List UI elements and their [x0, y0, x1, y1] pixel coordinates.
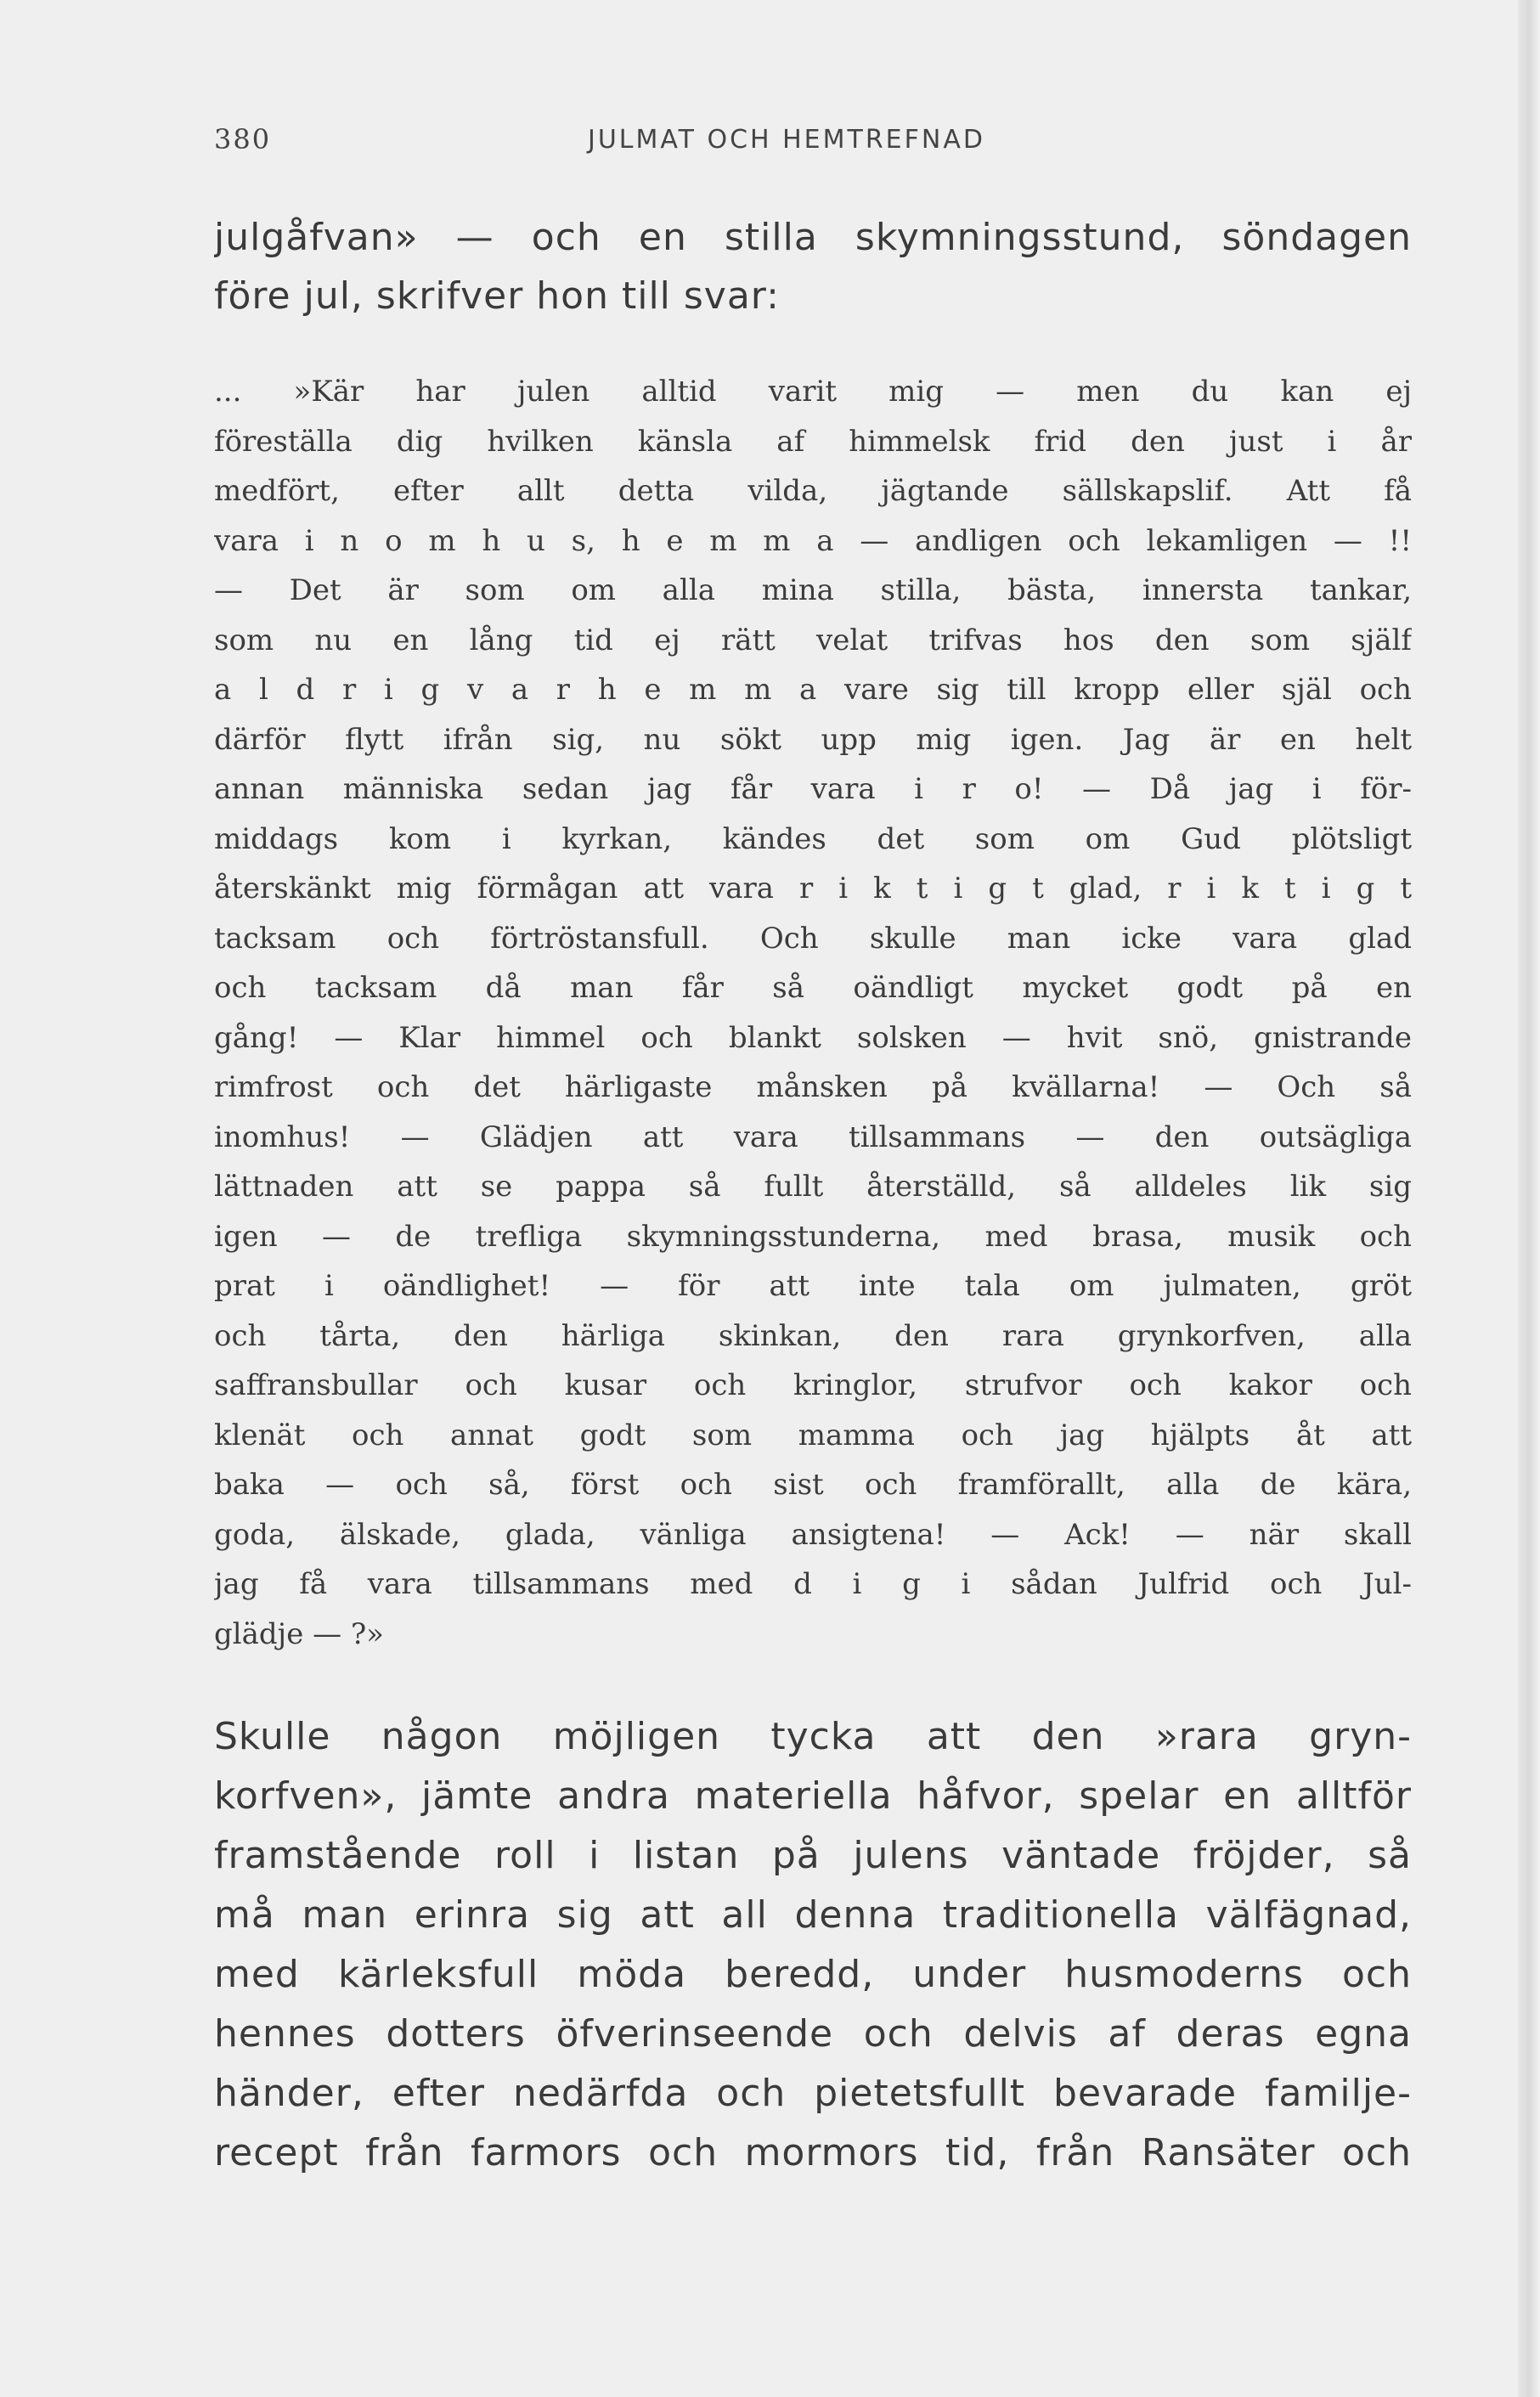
text-line: jag få vara tillsammans med d i g i sådan Julfrid och Jul- [214, 1567, 1412, 1601]
text-line: hennes dotters öfverinseende och delvis af deras egna [214, 2012, 1412, 2056]
quoted-letter [214, 367, 1412, 1659]
text-line: baka — och så, först och sist och framförallt, alla de kära, [214, 1468, 1412, 1502]
text-line: med kärleksfull möda beredd, under husmoderns och [214, 1953, 1412, 1996]
page-number: 380 [214, 123, 272, 155]
text-line: före jul, skrifver hon till svar: [214, 274, 780, 318]
text-line: föreställa dig hvilken känsla af himmelsk frid den just i år [214, 424, 1412, 459]
closing-paragraph [214, 1707, 1412, 2183]
text-line: rimfrost och det härligaste månsken på kvällarna! — Och så [214, 1070, 1412, 1104]
text-line: ... »Kär har julen alltid varit mig — men du kan ej [214, 375, 1412, 409]
text-line: tacksam och förtröstansfull. Och skulle man icke vara glad [214, 921, 1412, 956]
text-line: vara i n o m h u s, h e m m a — andligen och lekamligen — !! [214, 523, 1412, 558]
text-line: framstående roll i listan på julens väntade fröjder, så [214, 1834, 1412, 1877]
text-line: Skulle någon möjligen tycka att den »rara gryn- [214, 1715, 1412, 1758]
text-line: a l d r i g v a r h e m m a vare sig till kropp eller själ och [214, 673, 1412, 707]
text-line: därför flytt ifrån sig, nu sökt upp mig igen. Jag är en helt [214, 722, 1412, 757]
text-line: annan människa sedan jag får vara i r o! — Då jag i för- [214, 772, 1412, 806]
text-line: prat i oändlighet! — för att inte tala om julmaten, gröt [214, 1269, 1412, 1303]
text-line: julgåfvan» — och en stilla skymningsstund, söndagen [214, 216, 1412, 259]
text-line: och tacksam då man får så oändligt mycket godt på en [214, 971, 1412, 1005]
text-line: glädje — ?» [214, 1616, 384, 1651]
text-line: igen — de trefliga skymningsstunderna, med brasa, musik och [214, 1219, 1412, 1254]
text-line: och tårta, den härliga skinkan, den rara grynkorfven, alla [214, 1318, 1412, 1353]
text-line: må man erinra sig att all denna traditionella välfägnad, [214, 1893, 1412, 1937]
page-header [214, 123, 1420, 166]
page-edge [1518, 0, 1540, 2397]
text-line: medfört, efter allt detta vilda, jägtande sällskapslif. Att få [214, 474, 1412, 508]
text-line: middags kom i kyrkan, kändes det som om Gud plötsligt [214, 821, 1412, 856]
text-line: korfven», jämte andra materiella håfvor, spelar en alltför [214, 1774, 1412, 1818]
text-line: inomhus! — Glädjen att vara tillsammans — den outsägliga [214, 1120, 1412, 1154]
text-line: händer, efter nedärfda och pietetsfullt bevarade familje- [214, 2072, 1412, 2115]
text-line: som nu en lång tid ej rätt velat trifvas hos den som själf [214, 623, 1412, 657]
text-line: lättnaden att se pappa så fullt återställd, så alldeles lik sig [214, 1170, 1412, 1204]
text-line: goda, älskade, glada, vänliga ansigtena! — Ack! — när skall [214, 1517, 1412, 1552]
text-line: återskänkt mig förmågan att vara r i k t i g t glad, r i k t i g t [214, 871, 1412, 905]
intro-paragraph [214, 208, 1412, 325]
text-line: — Det är som om alla mina stilla, bästa, innersta tankar, [214, 573, 1412, 607]
text-line: klenät och annat godt som mamma och jag hjälpts åt att [214, 1418, 1412, 1452]
text-line: gång! — Klar himmel och blankt solsken — hvit snö, gnistrande [214, 1020, 1412, 1055]
text-line: recept från farmors och mormors tid, från Ransäter och [214, 2131, 1412, 2174]
running-head: JULMAT OCH HEMTREFNAD [588, 125, 985, 155]
text-line: saffransbullar och kusar och kringlor, strufvor och kakor och [214, 1368, 1412, 1402]
